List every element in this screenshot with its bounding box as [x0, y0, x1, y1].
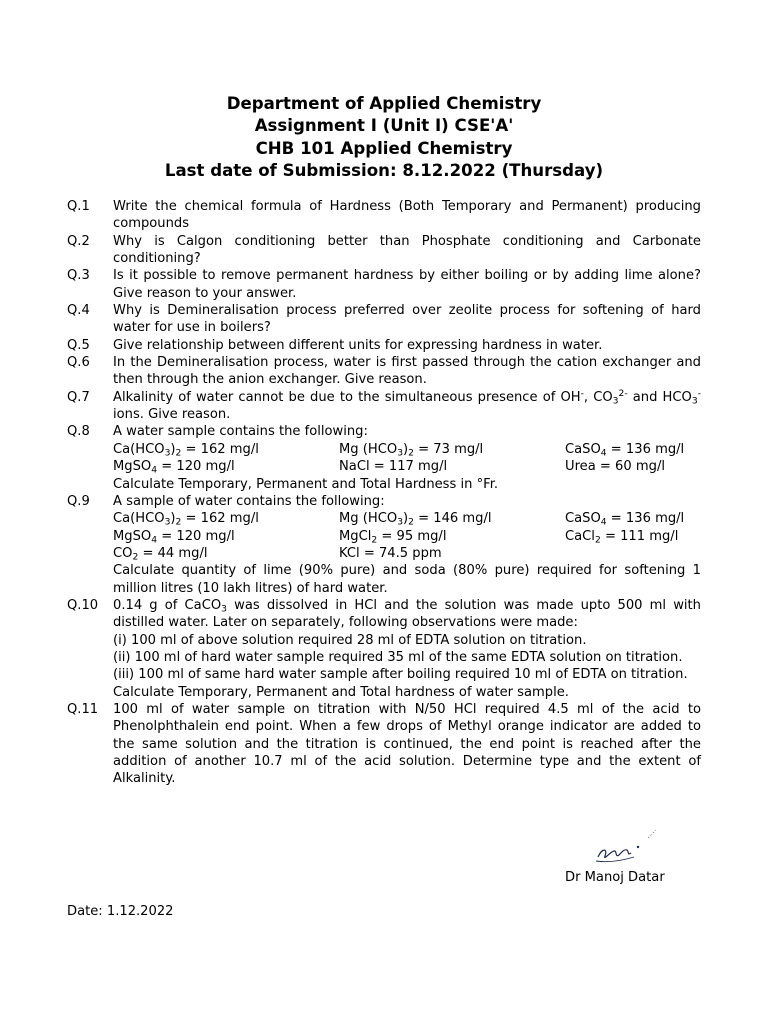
question-5 [67, 337, 701, 354]
observation-3: (iii) 100 ml of same hard water sample after boiling required 10 ml of EDTA on titration. [113, 667, 688, 683]
signatory-name: Dr Manoj Datar [565, 870, 665, 885]
question-number: Q.10 [67, 597, 99, 613]
observation-2: (ii) 100 ml of hard water sample required 35 ml of the same EDTA solution on titration. [113, 649, 683, 665]
question-intro: A sample of water contains the following: [113, 493, 385, 509]
question-number: Q.5 [67, 337, 90, 353]
sodium-chloride-value: NaCl = 117 mg/l [339, 459, 448, 475]
question-text: 100 ml of water sample on titration with N/50 HCl required 4.5 ml of the acid to Phenolphthalein end point. When a few drops of Methyl orange indicator are added to the same solution and the titration is continued, the end point is reached after the addition of another 10.7 ml of the acid solution. Determine type and the extent of Alkalinity. [113, 701, 701, 787]
question-text: Is it possible to remove permanent hardness by either boiling or by adding lime alone? Give reason to your answer. [113, 268, 701, 301]
department-title: Department of Applied Chemistry [226, 94, 542, 113]
composition-row [113, 545, 701, 562]
question-text: Why is Calgon conditioning better than Phosphate conditioning and Carbonate conditioning? [113, 233, 701, 267]
course-title: CHB 101 Applied Chemistry [255, 138, 513, 158]
calcium-sulphate-value: CaSO$_4$ = 136 mg/l [565, 511, 685, 528]
question-6 [67, 354, 701, 389]
question-text: Write the chemical formula of Hardness (Both Temporary and Permanent) producing compounds [113, 199, 701, 232]
assignment-title: Assignment I (Unit I) CSE'A' [254, 116, 514, 136]
magnesium-chloride-value: MgCl$_2$ = 95 mg/l [339, 528, 447, 545]
question-7 [67, 389, 701, 424]
question-number: Q.8 [67, 424, 90, 440]
question-3 [67, 267, 701, 302]
calcium-sulphate-value: CaSO$_4$ = 136 mg/l [565, 441, 685, 459]
magnesium-bicarbonate-value: Mg $(HCO_3)_2 = 146$ mg/l [339, 511, 492, 528]
potassium-chloride-value: KCl = 74.5 ppm [339, 545, 442, 561]
question-task: Calculate Temporary, Permanent and Total hardness of water sample. [113, 684, 569, 700]
signature-image [594, 826, 672, 868]
question-4 [67, 302, 701, 337]
question-1 [67, 198, 701, 233]
observation-1: (i) 100 ml of above solution required 28 ml of EDTA solution on titration. [113, 632, 587, 648]
magnesium-sulphate-value: MgSO$_4$ = 120 mg/l [113, 459, 235, 476]
question-2 [67, 233, 701, 268]
urea-value: Urea = 60 mg/l [565, 459, 665, 475]
question-number: Q.2 [67, 233, 90, 249]
submission-deadline: Last date of Submission: 8.12.2022 (Thursday) [164, 161, 604, 181]
question-intro: 0.14 g of CaCO$_3$ was dissolved in HCl and the solution was made upto 500 ml with distilled water. Later on separately, following observations were made: [113, 597, 701, 631]
question-list [67, 198, 701, 788]
question-text: Why is Demineralisation process preferred over zeolite process for softening of hard water for use in boilers? [113, 303, 701, 336]
question-number: Q.11 [67, 701, 99, 717]
magnesium-bicarbonate-value: Mg $(HCO_3)_2 = 73$ mg/l [339, 441, 484, 459]
composition-row [113, 528, 701, 545]
question-number: Q.1 [67, 199, 90, 214]
question-9 [67, 493, 701, 597]
question-number: Q.3 [67, 268, 90, 284]
composition-row [113, 458, 701, 475]
question-task: Calculate Temporary, Permanent and Total Hardness in °Fr. [113, 476, 499, 492]
question-number: Q.9 [67, 493, 90, 509]
question-number: Q.7 [67, 389, 90, 405]
question-number: Q.4 [67, 303, 90, 319]
calcium-bicarbonate-value: $Ca(HCO_3)_2 = 162$ mg/l [113, 511, 259, 528]
question-8 [67, 423, 701, 492]
magnesium-sulphate-value: MgSO$_4$ = 120 mg/l [113, 528, 235, 545]
question-text: Alkalinity of water cannot be due to the simultaneous presence of OH-, $CO_3^{2-}$ and $HCO_3^-$ ions. Give reason. [113, 387, 701, 423]
question-intro: A water sample contains the following: [113, 424, 368, 440]
question-10 [67, 597, 701, 701]
carbon-dioxide-value: $CO_2 = 44$ mg/l [113, 545, 208, 563]
question-number: Q.6 [67, 355, 90, 371]
composition-row [113, 510, 701, 527]
question-task: Calculate quantity of lime (90% pure) and soda (80% pure) required for softening 1 million litres (10 lakh litres) of hard water. [113, 563, 701, 596]
calcium-chloride-value: CaCl$_2$ = 111 mg/l [565, 528, 679, 545]
document-header [0, 93, 768, 183]
question-11 [67, 701, 701, 788]
issue-date: Date: 1.12.2022 [67, 904, 174, 919]
composition-row [113, 441, 701, 458]
question-text: In the Demineralisation process, water is first passed through the cation exchanger and then through the anion exchanger. Give reason. [113, 355, 701, 388]
calcium-bicarbonate-value: $Ca(HCO_3)_2 = 162$ mg/l [113, 441, 259, 459]
question-text: Give relationship between different units for expressing hardness in water. [113, 337, 603, 353]
